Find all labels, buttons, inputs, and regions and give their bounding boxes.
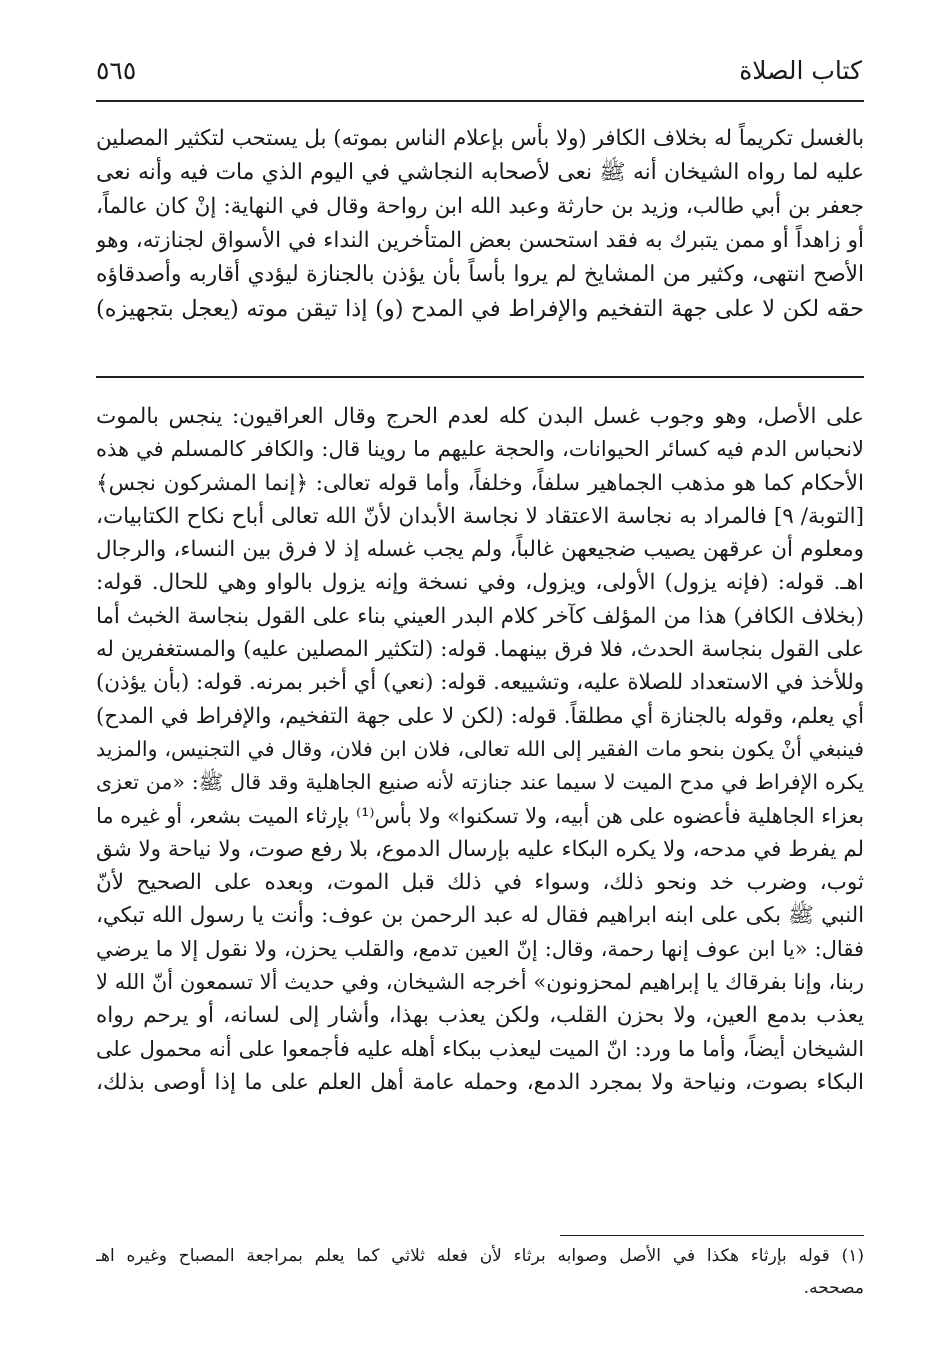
main-line: عليه لما رواه الشيخان أنه ﷺ نعى لأصحابه النجاشي في اليوم الذي مات فيه وأنه نعى xyxy=(96,160,864,185)
footnote-line: مصححه. xyxy=(803,1278,864,1298)
header-rule xyxy=(96,100,864,102)
main-line: جعفر بن أبي طالب، وزيد بن حارثة وعبد الله ابن رواحة وقال في النهاية: إنْ كان عالماً، xyxy=(96,194,864,219)
footnote xyxy=(96,1240,864,1304)
main-line: بالغسل تكريماً له بخلاف الكافر (ولا بأس بإعلام الناس بموته) بل يستحب لتكثير المصلين xyxy=(96,126,864,151)
commentary-line: ومعلوم أن عرقهن يصيب ضجيعهن غالباً، ولم يجب غسله إذ لا فرق بين النساء، والرجال xyxy=(96,537,864,563)
page-number: ٥٦٥ xyxy=(96,55,137,85)
main-line: أو زاهداً أو ممن يتبرك به فقد استحسن بعض المتأخرين النداء في الأسواق لجنازته، وهو xyxy=(96,228,864,253)
commentary-line: الأحكام كما هو مذهب الجماهير سلفاً، وخلفاً، وأما قوله تعالى: ﴿إنما المشركون نجس﴾ xyxy=(96,470,864,496)
commentary-line: وللأخذ في الاستعداد للصلاة عليه، وتشييعه. قوله: (نعي) أي أخبر بمرنه. قوله: (بأن يؤذن) xyxy=(96,670,864,696)
commentary-line: ربنا، وإنا بفرقاك يا إبراهيم لمحزونون» أخرجه الشيخان، وفي حديث ألا تسمعون أنّ الله لا xyxy=(96,970,864,995)
commentary-line: اهـ. قوله: (فإنه يزول) الأولى، ويزول، وفي نسخة وإنه يزول بالواو وهي للحال. قوله: xyxy=(96,570,864,596)
commentary-line: لم يفرط في مدحه، ولا يكره البكاء عليه بإرسال الدموع، بلا رفع صوت، ولا نياحة ولا شق xyxy=(96,836,864,862)
commentary-line: فقال: «يا ابن عوف إنها رحمة، وقال: إنّ العين تدمع، والقلب يحزن، ولا نقول إلا ما يرضي xyxy=(96,936,864,961)
commentary-line: البكاء بصوت، ونياحة ولا بمجرد الدمع، وحمله عامة أهل العلم على ما إذا أوصى بذلك، xyxy=(96,1069,864,1095)
page-header xyxy=(96,50,862,90)
commentary-line: لانحباس الدم فيه كسائر الحيوانات، والحجة عليهم ما روينا قال: والكافر كالمسلم في هذه xyxy=(96,437,864,462)
commentary-line: فينبغي أنْ يكون بنحو مات الفقير إلى الله تعالى، فلان ابن فلان، وقال في التجنيس، والمزيد xyxy=(96,736,864,761)
running-title: كتاب الصلاة xyxy=(739,55,862,85)
commentary-line: يعذب بدمع العين، ولا بحزن القلب، ولكن يعذب بهذا، وأشار إلى لسانه، أو يرحم رواه xyxy=(96,1003,864,1029)
commentary-line: [التوبة/ ٩] فالمراد به نجاسة الاعتقاد لا نجاسة الأبدان لأنّ الله تعالى أباح نكاح الكتابيات، xyxy=(96,503,864,529)
commentary-line: على القول بنجاسة الحدث، فلا فرق بينهما. قوله: (لتكثير المصلين عليه) والمستغفرين له xyxy=(96,637,864,663)
commentary-line: يكره الإفراط في مدح الميت لا سيما عند جنازته لأنه صنيع الجاهلية وقد قال ﷺ: «من تعزى xyxy=(96,770,864,795)
commentary-line: أي يعلم، وقوله بالجنازة أي مطلقاً. قوله: (لكن لا على جهة التفخيم، والإفراط في المدح) xyxy=(96,703,864,729)
footnote-rule xyxy=(560,1235,864,1236)
main-line: الأصح انتهى، وكثير من المشايخ لم يروا بأساً بأن يؤذن بالجنازة ليؤدي أقاربه وأصدقاؤه xyxy=(96,262,864,287)
commentary-line: ثوب، وضرب خد ونحو ذلك، وسواء في ذلك قبل الموت، وبعده على الصحيح لأنّ xyxy=(96,870,864,896)
commentary-line: على الأصل، وهو وجوب غسل البدن كله لعدم الحرج وقال العراقيون: ينجس بالموت xyxy=(96,404,864,429)
commentary-text xyxy=(96,400,864,1099)
commentary-line: بعزاء الجاهلية فأعضوه على هن أبيه، ولا تسكنوا» ولا بأس⁽¹⁾ بإرثاء الميت بشعر، أو غيره ما xyxy=(96,803,864,828)
main-text xyxy=(96,122,864,326)
section-divider xyxy=(96,376,864,378)
commentary-line: (بخلاف الكافر) هذا من المؤلف كآخر كلام البدر العيني بناء على القول بنجاسة الخبث أما xyxy=(96,603,864,629)
commentary-line: الشيخان أيضاً، وأما ما ورد: انّ الميت ليعذب ببكاء أهله عليه فأجمعوا على أنه محمول على xyxy=(96,1036,864,1061)
footnote-line: (١) قوله بإرثاء هكذا في الأصل وصوابه برثاء لأن فعله ثلاثي كما يعلم بمراجعة المصباح وغيره اهـ xyxy=(96,1246,864,1266)
commentary-line: النبي ﷺ بكى على ابنه ابراهيم فقال له عبد الرحمن بن عوف: وأنت يا رسول الله تبكي، xyxy=(96,903,864,929)
main-line: حقه لكن لا على جهة التفخيم والإفراط في المدح (و) إذا تيقن موته (يعجل بتجهيزه) xyxy=(96,296,864,322)
